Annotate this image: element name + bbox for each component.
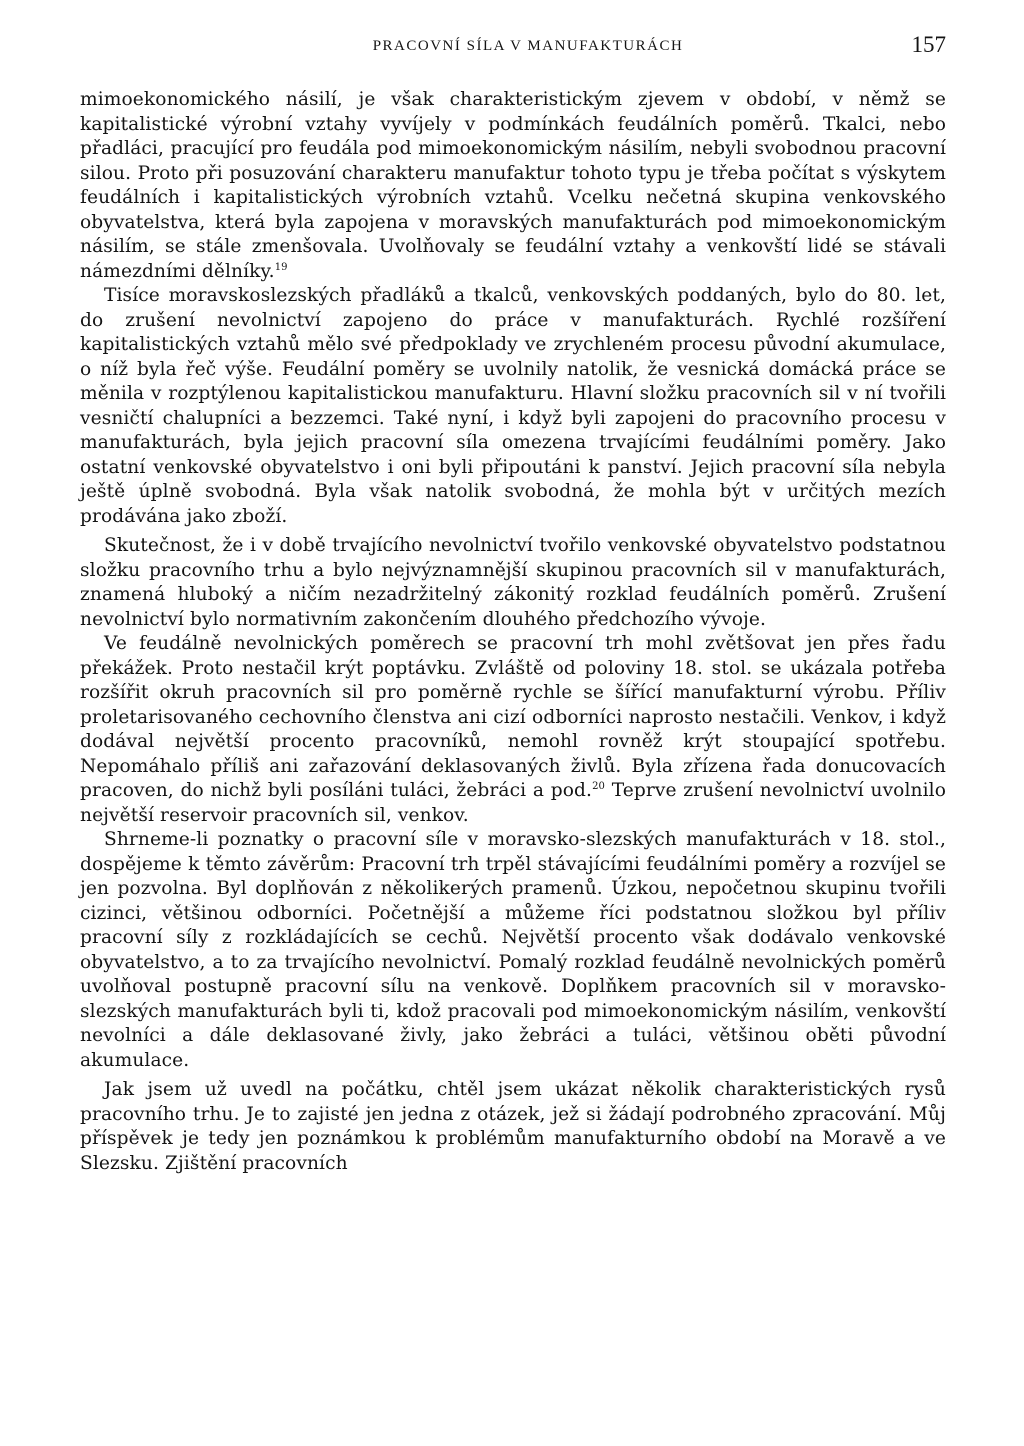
paragraph: mimoekonomického násilí, je však charakteristickým zjevem v období, v němž se kapitalistické výrobní vztahy vyvíjely v podmínkách feudálních poměrů. Tkalci, nebo přadláci, pracující pro feudála pod mimoekonomickým násilím, nebyli svobodnou pracovní silou. Proto při posuzování charakteru manufaktur tohoto typu je třeba počítat s výskytem feudálních i kapitalistických výrobních vztahů. Vcelku nečetná skupina venkovského obyvatelstva, která byla zapojena v moravských manufakturách pod mimoekonomickým násilím, se stále zmenšovala. Uvolňovaly se feudální vztahy a venkovští lidé se stávali námezdními dělníky.$^{19}$ — [80, 89, 946, 282]
paragraph: Ve feudálně nevolnických poměrech se pracovní trh mohl zvětšovat jen přes řadu překážek. Proto nestačil krýt poptávku. Zvláště od poloviny 18. stol. se ukázala potřeba rozšířit okruh pracovních sil pro poměrně rychle se šířící manufakturní výrobu. Příliv proletarisovaného cechovního členstva ani cizí odborníci naprosto nestačili. Venkov, i když dodával největší procento pracovníků, nemohl rovněž krýt stoupající spotřebu. Nepomáhalo příliš ani zařazování deklasovaných živlů. Byla zřízena řada donucovacích pracoven, do nichž byli posíláni tuláci, žebráci a pod.$^{20}$ Teprve zrušení nevolnictví uvolnilo největší reservoir pracovních sil, venkov. — [80, 633, 946, 826]
paragraph: Jak jsem už uvedl na počátku, chtěl jsem ukázat několik charakteristických rysů pracovního trhu. Je to zajisté jen jedna z otázek, jež si žádají podrobného zpracování. Můj příspěvek je tedy jen poznámkou k problémům manufakturního období na Moravě a ve Slezsku. Zjištění pracovních — [80, 1079, 946, 1174]
paragraph: Shrneme-li poznatky o pracovní síle v moravsko-slezských manufakturách v 18. stol., dospějeme k těmto závěrům: Pracovní trh trpěl stávajícími feudálními poměry a rozvíjel se jen pozvolna. Byl doplňován z několikerých pramenů. Úzkou, nepočetnou skupinu tvořili cizinci, většinou odborníci. Početnější a můžeme říci podstatnou složkou byl příliv pracovní síly z rozkládajících se cechů. Největší procento však dodávalo venkovské obyvatelstvo, a to za trvajícího nevolnictví. Pomalý rozklad feudálně nevolnických poměrů uvolňoval postupně pracovní sílu na venkově. Doplňkem pracovních sil v moravsko-slezských manufakturách byli ti, kdož pracovali pod mimoekonomickým násilím, venkovští nevolníci a dále deklasované živly, jako žebráci a tuláci, většinou oběti původní akumulace. — [80, 829, 946, 1071]
body-text — [80, 88, 946, 1176]
paragraph: Skutečnost, že i v době trvajícího nevolnictví tvořilo venkovské obyvatelstvo podstatnou složku pracovního trhu a bylo nejvýznamnější skupinou pracovních sil v manufakturách, znamená hluboký a ničím nezadržitelný zákonitý rozklad feudálních poměrů. Zrušení nevolnictví bylo normativním zakončením dlouhého předchozího vývoje. — [80, 535, 946, 630]
page-number: 157 — [911, 32, 946, 57]
paragraph: Tisíce moravskoslezských přadláků a tkalců, venkovských poddaných, bylo do 80. let, do zrušení nevolnictví zapojeno do práce v manufakturách. Rychlé rozšíření kapitalistických vztahů mělo své předpoklady ve zrychleném procesu původní akumulace, o níž byla řeč výše. Feudální poměry se uvolnily natolik, že vesnická domácká práce se měnila v rozptýlenou kapitalistickou manufakturu. Hlavní složku pracovních sil v ní tvořili vesničtí chalupníci a bezzemci. Také nyní, i když byli zapojeni do pracovního procesu v manufakturách, byla jejich pracovní síla omezena trvajícími feudálními poměry. Jako ostatní venkovské obyvatelstvo i oni byli připoutáni k panství. Jejich pracovní síla nebyla ještě úplně svobodná. Byla však natolik svobodná, že mohla být v určitých mezích prodávána jako zboží. — [80, 285, 946, 527]
footnote-marker: 19 — [274, 261, 288, 273]
footnote-marker: 20 — [592, 781, 605, 792]
book-page — [80, 32, 946, 1176]
page-header — [80, 32, 946, 64]
running-title: PRACOVNÍ SÍLA V MANUFAKTURÁCH — [372, 38, 684, 54]
